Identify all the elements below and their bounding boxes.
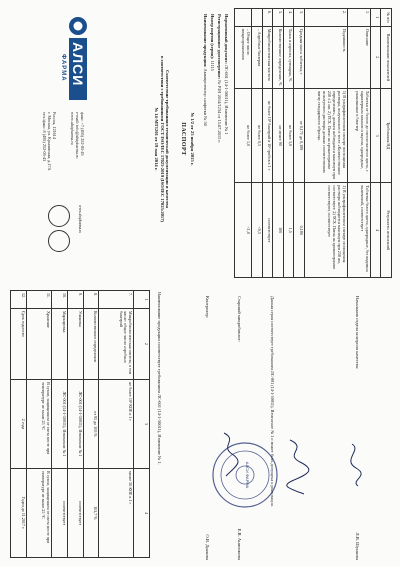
meta-value: 11115 (210, 60, 215, 71)
signature-role: Старший микробиолог: (237, 296, 242, 342)
table-row (283, 9, 294, 278)
meta-product (203, 14, 208, 274)
table-cell: 1 (371, 9, 382, 27)
table-cell (235, 9, 252, 27)
signature-name: О.В. Дьякова (205, 534, 210, 560)
table-cell: менее 50 КОЕ в 1 г (99, 468, 134, 557)
table-cell: 6. (262, 9, 273, 27)
table-cell: Годен до 11.2017 г. (11, 468, 27, 557)
table-cell: 1) В ультрафиолетовом спектре поглощения раствора наблюдается максимум при 258 нм, соответствует. 2) ТСХ. Пятна на хроматограмме соответствуют, соответствует (304, 183, 347, 278)
table-row (83, 291, 99, 558)
table-cell: не более 1,0 (235, 88, 252, 183)
table-row (235, 9, 252, 278)
contact-line: факс: +7 (495) 252-05-43 (80, 112, 85, 156)
address-line: г. Москва, ул. Крылатская, д.17А (47, 112, 53, 171)
table-cell (252, 9, 263, 27)
table-cell: – Общее число микроорганизмов (235, 26, 252, 88)
table-cell: Таблетки от белого до светло-желтого цвета, с характерным запахом и вкусом, однородные, упакованные в блистер (347, 88, 370, 183)
table-cell: 11. (26, 291, 51, 309)
table-cell: ЛС-001 (14-1-50011), Изменение № 1 (67, 380, 83, 469)
meta-label: Наименование продукции: (203, 14, 208, 68)
table-cell: 8. (83, 291, 99, 309)
meta-value: № РЗН 2014/1234 от 15.07.2015 г. (217, 80, 222, 143)
table-cell: от 95 до 105 % (83, 380, 99, 469)
results-table-2 (10, 290, 150, 558)
table-cell: соответствует (52, 468, 68, 557)
table-cell: 3 (134, 380, 150, 469)
table-row (347, 9, 370, 278)
certificate-title (154, 14, 170, 264)
table-cell: соответствует (262, 183, 273, 278)
table-cell: не более 0,5 (252, 88, 263, 183)
table-cell: соответствует (67, 468, 83, 557)
results-table-1 (234, 8, 392, 278)
table-cell: Микробиологическая чистота (262, 26, 273, 88)
table-header-cell: № п/п (381, 9, 392, 27)
table-cell: Упаковка (67, 308, 83, 379)
signature-role: Начальник отдела контроля качества: (355, 296, 360, 370)
table-cell: 1 (134, 291, 150, 309)
table-colnum-row (371, 9, 382, 278)
certificate-title-line: Соответствие требованиям технической документации и качества (165, 69, 170, 209)
certification-stamp (48, 205, 70, 227)
table-cell: Срок годности (11, 308, 27, 379)
signature-role: Контролер: (205, 296, 210, 319)
company-logo (48, 14, 100, 106)
table-row (52, 291, 68, 558)
table-row (252, 9, 263, 278)
table-cell: Количественное определение, % (273, 26, 284, 88)
table-cell: 9. (67, 291, 83, 309)
table-cell: Средняя масса таблетки, г (294, 26, 305, 88)
table-cell: 2. (304, 9, 347, 27)
passport-title: ПАСПОРТ (180, 122, 186, 156)
certificate-title-line: № 14-МТ1201 от 19 мая 2014 г. (154, 107, 160, 171)
company-contacts (69, 112, 84, 192)
meta-value: ЛС-001 (14-1-50011), Изменение № 1 (224, 64, 229, 135)
table-row (273, 9, 284, 278)
table-row (67, 291, 83, 558)
table-cell: 4. (283, 9, 294, 27)
certification-stamp (48, 230, 70, 252)
table-row (262, 9, 273, 278)
table-cell: 1,5 (283, 183, 294, 278)
meta-registration (217, 14, 222, 274)
table-row (294, 9, 305, 278)
table-cell: ЛС-001 (14-1-50011), Изменение № 1 (52, 380, 68, 469)
approval-text: Данная серия соответствует требованиям ЛС-001 (14-1-50011), Изменение № 1 и может быть допущена к реализации. (270, 296, 275, 507)
table-row (11, 291, 27, 558)
stamp-text: АЛСИ ФАРМА (245, 461, 250, 489)
table-cell: Описание (347, 26, 370, 88)
table-cell: не более 10³ бактерий и 10² грибов в 1 г (262, 88, 273, 183)
table-cell: Количественное определение (83, 308, 99, 379)
table-cell: не более 3,0 (283, 88, 294, 183)
contact-line: e-mail: info@alsipharma.ru (75, 112, 81, 159)
table-cell: 2 (134, 308, 150, 379)
meta-normative-doc (224, 14, 229, 274)
table-colnum-row (134, 291, 150, 558)
table-cell: – Аэробные бактерии (252, 26, 263, 88)
signature-name: Е.В. Анисимова (237, 528, 242, 560)
table-cell: 1. (347, 9, 370, 27)
stamp-caption: www.alsipharma.ru (78, 205, 82, 234)
table-cell: 4 (371, 183, 382, 278)
table-cell: <0,5 (252, 183, 263, 278)
logo-subtext: ФАРМА (60, 54, 66, 82)
table-cell: Хранение (26, 308, 51, 379)
table-cell: не более 10³ КОЕ в 1 г (99, 380, 134, 469)
table-row (304, 9, 347, 278)
table-cell: от 0,171 до 0,189 (294, 88, 305, 183)
signature-scribble-icon (282, 436, 312, 496)
passport-number: № 1/2 от 25 ноября 2015 г. (190, 112, 195, 166)
table-cell: Таблетки белого цвета, однородные, без видимых включений, соответствует (347, 183, 370, 278)
table-header-cell: Наименование показателей (381, 26, 392, 88)
table-header-cell: Требования НД (381, 88, 392, 183)
table-cell: Маркировка (52, 308, 68, 379)
meta-label: Нормативный документ: (224, 14, 229, 64)
table-cell: Микробиологическая чистота, в том числе: общее число аэробных бактерий (99, 308, 134, 379)
table-cell: 12. (11, 291, 27, 309)
table-row (99, 291, 134, 558)
table-cell: Тальк и аэросил, суммарно, % (283, 26, 294, 88)
contact-line: www.alsipharma.ru (70, 112, 76, 145)
table-header-cell: Результаты испытаний (381, 183, 392, 278)
signature-scribble-icon (218, 430, 240, 480)
signature-scribble-icon (342, 440, 364, 490)
meta-batch (210, 14, 215, 274)
table-cell: 2 года (11, 380, 27, 469)
signature-name: Л.В. Шункова (355, 532, 360, 560)
table-cell: В сухом, защищенном от света месте при температуре не выше 25 °С (26, 468, 51, 557)
table-cell: 100 (273, 183, 284, 278)
table-cell: Подлинность (304, 26, 347, 88)
logo-text: АЛСИ (70, 42, 86, 87)
table-row (26, 291, 51, 558)
meta-value: Аквапротектор салфетки № 50 (203, 68, 208, 126)
table-cell: 3 (371, 88, 382, 183)
table-cell: 10. (52, 291, 68, 309)
table-cell: 3. (294, 9, 305, 27)
address-line: тел./факс: 8 (495) 252-05-43 (42, 112, 48, 162)
table-cell: 7. (99, 291, 134, 309)
table-cell: 4 (134, 468, 150, 557)
table-cell: <1,0 (235, 183, 252, 278)
address-line: Россия, 121614 (52, 112, 57, 139)
table-header-row (381, 9, 392, 278)
meta-label: Номер партии (серии): (210, 14, 215, 60)
table-cell: 101,7 % (83, 468, 99, 557)
table-cell: 0,180 (294, 183, 305, 278)
table-cell: 5. (273, 9, 284, 27)
table-cell: В сухом, защищенном от света месте при температуре не выше 25 °С (26, 380, 51, 469)
conclusion-text: Наименование продукции соответствует требованиям ЛС-001 (14-1-50011), Изменение № 1. (157, 292, 162, 465)
certificate-title-line: в соответствии с требованиями ГОСТ ISO/IEC 17025-2019 (ISO/IEC 17025:2017) (159, 55, 165, 223)
table-cell: 1) В ультрафиолетовом спектре поглощения раствора, полученного в тесте «Количественное определение», должен наблюдаться максимум при 258 ± 2 нм. 2) ТСХ. Пятно на хроматограмме испытуемого раствора должно соответствовать пятну стандартного образца. (304, 88, 347, 183)
table-cell: 2 (371, 26, 382, 88)
table-cell: не менее 90 (273, 88, 284, 183)
company-address (41, 112, 56, 192)
meta-label: Регистрационное удостоверение: (217, 14, 222, 80)
